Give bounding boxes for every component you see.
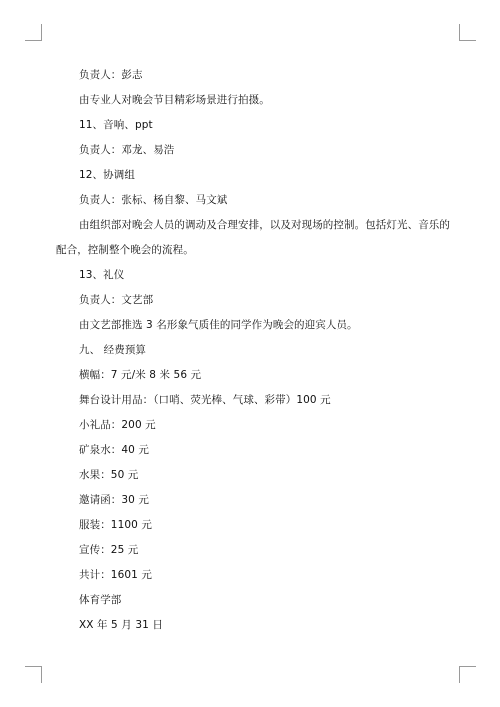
text-line: 共计：1601 元	[79, 569, 152, 581]
text-line: XX 年 5 月 31 日	[79, 619, 163, 631]
corner-mark-top-right	[459, 24, 476, 41]
text-line: 13、礼仪	[79, 269, 125, 281]
text-line: 负责人：文艺部	[79, 294, 154, 306]
text-line: 矿泉水：40 元	[79, 444, 149, 456]
text-line: 由文艺部推选 3 名形象气质佳的同学作为晚会的迎宾人员。	[79, 319, 358, 331]
corner-mark-bottom-left	[25, 666, 42, 683]
text-line: 邀请函：30 元	[79, 494, 149, 506]
text-line: 服装：1100 元	[79, 519, 152, 531]
text-line: 负责人：彭志	[79, 69, 143, 81]
text-line: 舞台设计用品：（口哨、荧光棒、气球、彩带）100 元	[79, 394, 331, 406]
corner-mark-bottom-right	[459, 666, 476, 683]
text-line: 由组织部对晚会人员的调动及合理安排，以及对现场的控制。包括灯光、音乐的	[79, 219, 450, 231]
corner-mark-top-left	[25, 24, 42, 41]
text-line: 体育学部	[79, 594, 122, 606]
text-line: 11、音响、ppt	[79, 119, 153, 131]
text-line: 配合，控制整个晚会的流程。	[56, 244, 194, 256]
text-line: 九、 经费预算	[79, 344, 147, 356]
text-line: 负责人：邓龙、易浩	[79, 144, 175, 156]
text-line: 负责人：张标、杨自黎、马文斌	[79, 194, 228, 206]
text-line: 水果：50 元	[79, 469, 139, 481]
text-line: 12、协调组	[79, 169, 135, 181]
text-line: 横幅：7 元/米 8 米 56 元	[79, 369, 202, 381]
text-line: 由专业人对晚会节目精彩场景进行拍摄。	[79, 94, 270, 106]
text-line: 宣传：25 元	[79, 544, 139, 556]
text-line: 小礼品：200 元	[79, 419, 156, 431]
